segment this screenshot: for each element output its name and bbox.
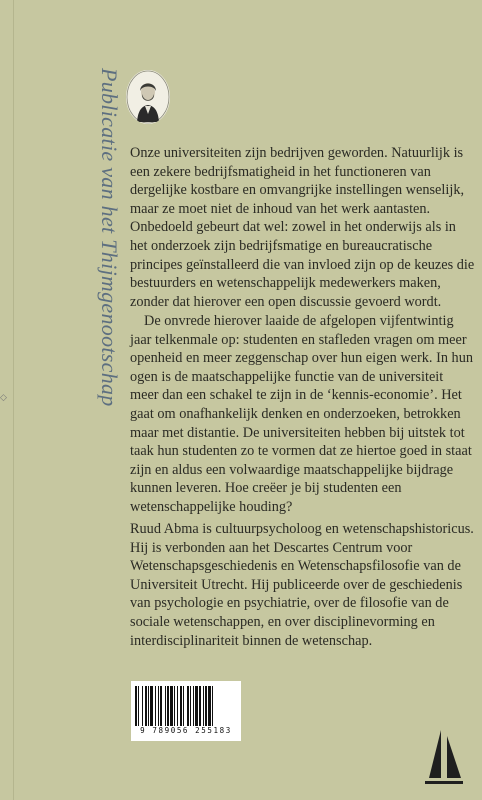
edge-notch-mark: ◇ bbox=[0, 392, 7, 402]
isbn-barcode bbox=[131, 681, 241, 741]
series-title: Publicatie van het Thijmgenootschap bbox=[97, 68, 122, 407]
blurb-paragraph-1 bbox=[130, 144, 475, 311]
spine-edge-line bbox=[13, 0, 14, 800]
portrait-icon bbox=[126, 70, 170, 124]
blurb-paragraph-2-text: De onvrede hierover laaide de afgelopen vijfentwintig jaar telkenmale op: studenten en stafleden vragen om meer openheid en meer zeggenschap over hun eigen werk. In hun ogen is de maatschappelijke functie van de universiteit meer dan een schakel te zijn in de ‘kennis-economie’. Het gaat om onafhankelijk denken en onderzoeken, betrokken maar met distantie. De universiteiten hebben bij uitstek tot taak hun studenten zo te vormen dat ze hiertoe goed in staat zijn en aldus een volwaardige maatschappelijke bijdrage kunnen leveren. Hoe creëer je bij studenten een wetenschappelijke houding? bbox=[130, 313, 473, 515]
author-bio bbox=[130, 520, 475, 650]
publisher-logo bbox=[421, 726, 467, 786]
author-portrait-vignette bbox=[126, 70, 170, 124]
author-bio-text: Ruud Abma is cultuurpsycholoog en wetenschapshistoricus. Hij is verbonden aan het Descartes Centrum voor Wetenschapsgeschiedenis en Wetenschapsfilosofie van de Universiteit Utrecht. Hij publiceerde over de geschiedenis van psychologie en psychiatrie, over de filosofie van de sociale wetenschappen, en over disciplinevorming en interdisciplinariteit binnen de wetenschap. bbox=[130, 521, 474, 649]
isbn-digits: 9 789056 255183 bbox=[140, 726, 232, 735]
blurb-paragraph-1-text: Onze universiteiten zijn bedrijven geworden. Natuurlijk is een zekere bedrijfsmatigheid in het functioneren van dergelijke kostbare en omvangrijke instellingen wenselijk, maar ze moet niet de inhoud van het werk aantasten. Onbedoeld gebeurt dat wel: zowel in het onderwijs als in het onderzoek zijn bedrijfsmatige en bureaucratische principes geïnstalleerd die van invloed zijn op de keuzes die bestuurders en wetenschappelijk medewerkers maken, zonder dat hierover een open discussie gevoerd wordt. bbox=[130, 145, 475, 310]
publisher-logo-icon bbox=[421, 726, 467, 786]
barcode-bars bbox=[135, 686, 237, 726]
blurb-paragraph-2 bbox=[130, 312, 475, 517]
